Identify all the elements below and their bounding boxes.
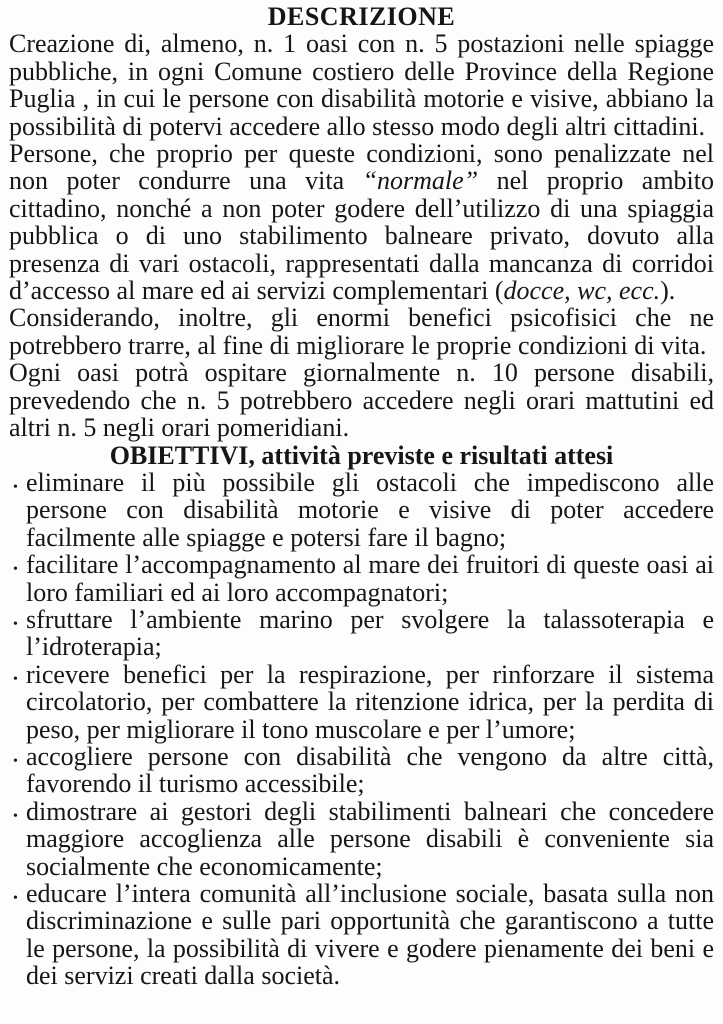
paragraph-oasi-creazione: Creazione di, almeno, n. 1 oasi con n. 5 postazioni nelle spiagge pubbliche, in ogni Comune costiero delle Province della Regione Puglia , in cui le persone con disabilità motorie e visive, abbiano la possibilità di potervi accedere allo stesso modo degli altri cittadini.: [9, 29, 714, 141]
list-item-sfruttare-ambiente-marino: [9, 606, 714, 661]
list-item-text: ricevere benefici per la respirazione, per rinforzare il sistema circolatorio, per combattere la ritenzione idrica, per la perdita di peso, per migliorare il tono muscolare e per l’umore;: [26, 659, 714, 744]
docce-wc-ecc-text: docce, wc, ecc.: [503, 276, 661, 306]
list-item-text: dimostrare ai gestori degli stabilimenti balneari che concedere maggiore accoglienza alle persone disabili è conveniente sia socialmente che economicamente;: [26, 796, 714, 881]
paragraph-persone-segment-1: Persone, che proprio per queste condizioni, sono penalizzate nel non poter condurre una vita: [9, 139, 714, 196]
paragraph-persone-segment-2: nel proprio ambito cittadino, nonché a non poter godere dell’utilizzo di una spiaggia pubblica o di uno stabilimento balneare privato, dovuto alla presenza di vari ostacoli, rappresentati dalla mancanza di corridoi d’accesso al mare ed ai servizi complementari (: [9, 166, 714, 306]
paragraph-persone-segment-3: ).: [660, 276, 676, 306]
bullet-icon: •: [13, 671, 18, 687]
list-item-text: eliminare il più possibile gli ostacoli che impediscono alle persone con disabilità motorie e visive di poter accedere facilmente alle spiagge e potersi fare il bagno;: [26, 467, 714, 552]
objectives-list: [9, 469, 714, 990]
list-item-text: accogliere persone con disabilità che vengono da altre città, favorendo il turismo accessibile;: [26, 741, 714, 799]
list-item-dimostrare-gestori: [9, 798, 714, 880]
paragraph-persone-condizioni: [9, 140, 714, 304]
list-item-accogliere-persone: [9, 743, 714, 798]
bullet-icon: •: [13, 753, 18, 769]
objectives-heading: OBIETTIVI, attività previste e risultati attesi: [109, 440, 614, 470]
bullet-icon: •: [13, 808, 18, 824]
bullet-icon: •: [13, 616, 18, 632]
list-item-text: educare l’intera comunità all’inclusione sociale, basata sulla non discriminazione e sulle pari opportunità che garantiscono a tutte le persone, la possibilità di vivere e godere pienamente dei beni e dei servizi creati dalla società.: [26, 879, 714, 991]
normale-quoted-text: “normale”: [362, 166, 479, 196]
bullet-icon: •: [13, 562, 18, 578]
list-item-educare-comunita: [9, 880, 714, 990]
bullet-icon: •: [13, 891, 18, 906]
list-item-text: sfruttare l’ambiente marino per svolgere la talassoterapia e l’idroterapia;: [26, 604, 714, 662]
paragraph-capienza-oasi: Ogni oasi potrà ospitare giornalmente n. 10 persone disabili, prevedendo che n. 5 potrebbero accedere negli orari mattutini ed altri n. 5 negli orari pomeridiani.: [9, 358, 714, 443]
list-item-text: facilitare l’accompagnamento al mare dei fruitori di queste oasi ai loro familiari ed ai loro accompagnatori;: [26, 550, 714, 607]
paragraph-benefici-psicofisici: Considerando, inoltre, gli enormi benefici psicofisici che ne potrebbero trarre, al fine di migliorare le proprie condizioni di vita.: [9, 303, 714, 360]
list-item-ricevere-benefici: [9, 661, 714, 743]
bullet-icon: •: [13, 479, 18, 495]
list-item-facilitare-accompagnamento: [9, 551, 714, 606]
list-item-eliminare-ostacoli: [9, 469, 714, 551]
document-title: DESCRIZIONE: [267, 2, 456, 31]
